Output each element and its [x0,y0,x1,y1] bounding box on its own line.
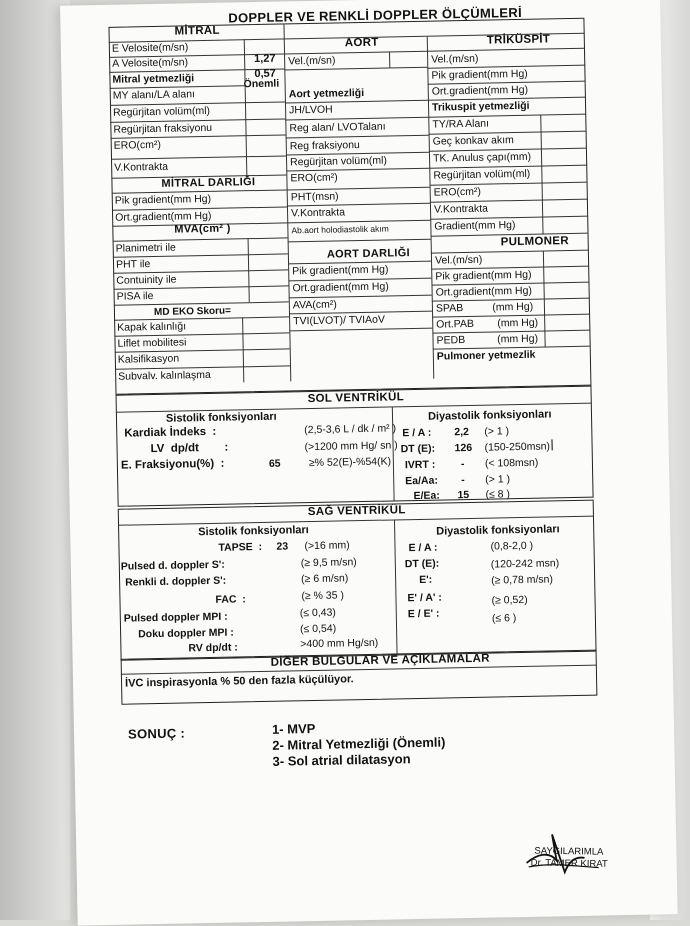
sag-sistolik-label: Doku doppler MPI : [138,626,234,641]
sol-diyastolik-label: E / A : [402,426,432,440]
sol-diyastolik-ref: (> 1 ) [484,425,510,438]
mitral-row-label: V.Kontrakta [114,160,169,174]
sol-sistolik-ref: (>1200 mm Hg/ sn ) [304,439,398,454]
sol-diyastolik-value: - [460,458,465,471]
mva-row: PHT ile [115,258,151,271]
text-cursor [552,439,553,450]
mitral-a-velocity-value: 0,57 [254,67,276,81]
sag-sistolik-ref: (≥ % 35 ) [301,589,345,603]
sol-ef-value: 65 [268,457,281,470]
sonuc-item: 2- Mitral Yetmezliği (Önemli) [272,734,446,753]
sag-diyastolik-ref: (≥ 0,52) [491,593,528,607]
sol-diyastolik-value: 126 [454,441,473,455]
sol-diyastolik-value: - [461,474,465,487]
aort-yetmezlik-row: ERO(cm²) [290,171,338,185]
sag-diyastolik-ref: (≥ 0,78 m/sn) [491,573,554,587]
signature-line-1: SAYGILARIMLA [534,845,604,858]
aort-yetmezlik-header: Aort yetmezliği [288,86,365,101]
sag-tapse-value: 23 [276,540,289,553]
sag-sistolik-label: Pulsed doppler MPI : [123,610,228,625]
trikuspit-yetmezlik-header: Trikuspit yetmezliği [431,99,530,114]
aort-darlik-row: Pik gradient(mm Hg) [292,263,389,278]
sag-sistolik-header: Sistolik fonksiyonları [198,524,309,539]
sag-sistolik-ref: (≤ 0,54) [299,622,337,636]
pulmoner-row: Pik gradient(mm Hg) [435,268,532,283]
sag-sistolik-ref: (≥ 9,5 m/sn) [300,556,357,570]
pulmoner-yetmezlik: Pulmoner yetmezlik [436,348,536,363]
handwritten-signature [522,832,603,884]
aort-yetmezlik-row: Ab.aort holodiastolik akım [291,223,389,236]
sag-sistolik-label: FAC : [215,593,246,606]
sol-dt-ref-text: (150-250msn) [484,440,551,454]
trikuspit-yetmezlik-row: V.Kontrakta [433,202,489,216]
sol-diyastolik-ref [484,439,553,455]
sag-sistolik-label: Pulsed d. doppler S': [120,558,225,573]
sag-diyastolik-header: Diyastolik fonksiyonları [436,523,560,538]
sag-diyastolik-label: E': [419,573,433,586]
mitral-row-label: Regürjitan fraksiyonu [113,121,213,136]
pulmoner-row: PEDB (mm Hg) [436,332,539,347]
trikuspit-yetmezlik-row: TY/RA Alanı [432,117,490,131]
sol-diyastolik-value: 15 [457,488,470,502]
report-page [108,3,637,913]
mitral-yetmezlik-value: Önemli [243,77,280,91]
background-left [0,0,70,920]
sol-diyastolik-label: IVRT : [404,458,436,472]
sonuc-item: 3- Sol atrial dilatasyon [272,751,411,769]
aort-vel-label: Vel.(m/sn) [288,54,336,68]
signature-line-2: Dr. TAMER KIRAT [530,857,608,870]
sol-diyastolik-ref: (> 1 ) [485,473,511,486]
sonuc-label: SONUÇ : [127,725,186,742]
report-title: DOPPLER VE RENKLİ DOPPLER ÖLÇÜMLERİ [228,4,523,26]
sonuc-item: 1- MVP [271,720,316,737]
diger-bulgular-text: İVC inspirasyonla % 50 den fazla küçülüyor. [124,673,354,690]
sag-ventrikul-header: SAĞ VENTRİKÜL [307,504,406,519]
sol-diyastolik-label: Ea/Aa: [405,474,439,488]
mitral-darlik-header: MİTRAL DARLIĞI [161,176,256,190]
sol-sistolik-ref: (2,5-3,6 L / dk / m² ) [304,422,397,437]
mva-row: Planimetri ile [115,241,176,255]
mitral-e-velocity-value: 1,27 [253,52,276,66]
pulmoner-header: PULMONER [500,235,569,249]
sol-sistolik-label: Kardiak İndeks : [124,425,217,440]
sol-diyastolik-ref: (≤ 8 ) [485,488,511,501]
aort-darlik-row: TVI(LVOT)/ TVIAoV [293,313,386,328]
trikuspit-yetmezlik-row: Regürjitan volüm(ml) [433,167,531,182]
trikuspit-row: Pik gradient(mm Hg) [431,67,528,82]
report-paper [60,0,678,926]
trikuspit-row: Vel.(m/sn) [431,52,479,66]
mva-row: PISA ile [116,290,154,303]
mitral-row-label: Regürjitan volüm(ml) [113,104,211,119]
trikuspit-yetmezlik-row: ERO(cm²) [433,185,482,199]
sag-diyastolik-label: E / E' : [407,607,440,621]
sag-sistolik-label: RV dp/dt : [188,641,238,655]
sag-diyastolik-ref: (≤ 6 ) [491,612,517,625]
sol-sistolik-label: LV dp/dt : [150,441,229,456]
trikuspit-yetmezlik-row: Gradient(mm Hg) [434,219,516,233]
aort-header: AORT [344,36,379,50]
sag-sistolik-ref: (≥ 6 m/sn) [300,572,349,586]
md-eko-row: Subvalv. kalınlaşma [118,368,211,383]
md-eko-row: Kapak kalınlığı [117,320,187,334]
aort-yetmezlik-row: Reg alan/ LVOTalanı [289,120,386,135]
mva-row: Contuinity ile [116,273,177,287]
md-eko-row: Kalsifikasyon [117,352,180,366]
aort-yetmezlik-row: PHT(msn) [290,190,339,204]
sol-sistolik-ref: ≥% 52(E)-%54(K) [308,455,392,470]
pulmoner-row: Vel.(m/sn) [434,253,483,267]
trikuspit-header: TRİKÜSPİT [486,33,551,47]
sag-sistolik-ref: >400 mm Hg/sn) [300,636,379,651]
md-eko-row: Liflet mobilitesi [117,336,187,350]
sol-diyastolik-value: 2,2 [454,425,470,439]
trikuspit-yetmezlik-row: Geç konkav akım [432,134,514,148]
sol-sistolik-header: Sistolik fonksiyonları [165,410,277,425]
mva-header: MVA(cm² ) [174,222,231,236]
aort-yetmezlik-row: V.Kontrakta [290,206,346,220]
sag-sistolik-label: Renkli d. doppler S': [125,574,227,589]
sag-diyastolik-label: E / A : [408,541,438,555]
sag-sistolik-ref: (>16 mm) [304,539,350,553]
aort-darlik-row: AVA(cm²) [292,298,337,312]
aort-yetmezlik-row: JH/LVOH [288,103,333,117]
pulmoner-row: SPAB (mm Hg) [435,300,534,315]
md-eko-label: MD EKO Skoru= [153,305,232,319]
pulmoner-row: Ort.PAB (mm Hg) [436,316,539,331]
mitral-header: MİTRAL [174,24,220,38]
aort-darlik-row: Ort.gradient(mm Hg) [292,280,389,295]
mitral-darlik-row: Pik gradient(mm Hg) [114,192,212,207]
pulmoner-row: Ort.gradient(mm Hg) [435,284,533,299]
mitral-row-label: MY alanı/LA alanı [112,88,196,102]
diger-bulgular-header: DİĞER BULGULAR VE AÇIKLAMALAR [270,652,490,669]
mitral-yetmezlik-label: Mitral yetmezliği [112,72,195,86]
sol-ventrikul-header: SOL VENTRİKÜL [307,391,405,406]
aort-darlik-header: AORT DARLIĞI [326,247,411,261]
aort-yetmezlik-row: Regürjitan volüm(ml) [289,154,388,169]
sol-diyastolik-label: DT (E): [400,442,436,456]
mitral-row-label: ERO(cm²) [113,138,162,152]
sag-sistolik-ref: (≤ 0,43) [299,606,336,620]
sol-diyastolik-ref: (< 108msn) [484,456,539,470]
trikuspit-yetmezlik-row: TK. Anulus çapı(mm) [432,150,532,165]
sol-diyastolik-header: Diyastolik fonksiyonları [427,408,552,423]
sag-diyastolik-ref: (0,8-2,0 ) [490,539,534,553]
sag-diyastolik-label: E' / A' : [407,591,442,605]
aort-yetmezlik-row: Reg fraksiyonu [289,139,360,153]
mitral-row-label: A Velosite(m/sn) [112,56,189,70]
trikuspit-row: Ort.gradient(mm Hg) [431,83,529,98]
mitral-darlik-row: Ort.gradient(mm Hg) [115,209,212,224]
sag-diyastolik-label: DT (E): [404,557,440,571]
sag-diyastolik-ref: (120-242 msn) [490,557,560,571]
sol-sistolik-label: E. Fraksiyonu(%) : [120,457,225,472]
sol-diyastolik-label: E/Ea: [413,489,440,503]
sag-sistolik-label: TAPSE : [218,540,263,554]
mitral-row-label: E Velosite(m/sn) [111,41,189,55]
